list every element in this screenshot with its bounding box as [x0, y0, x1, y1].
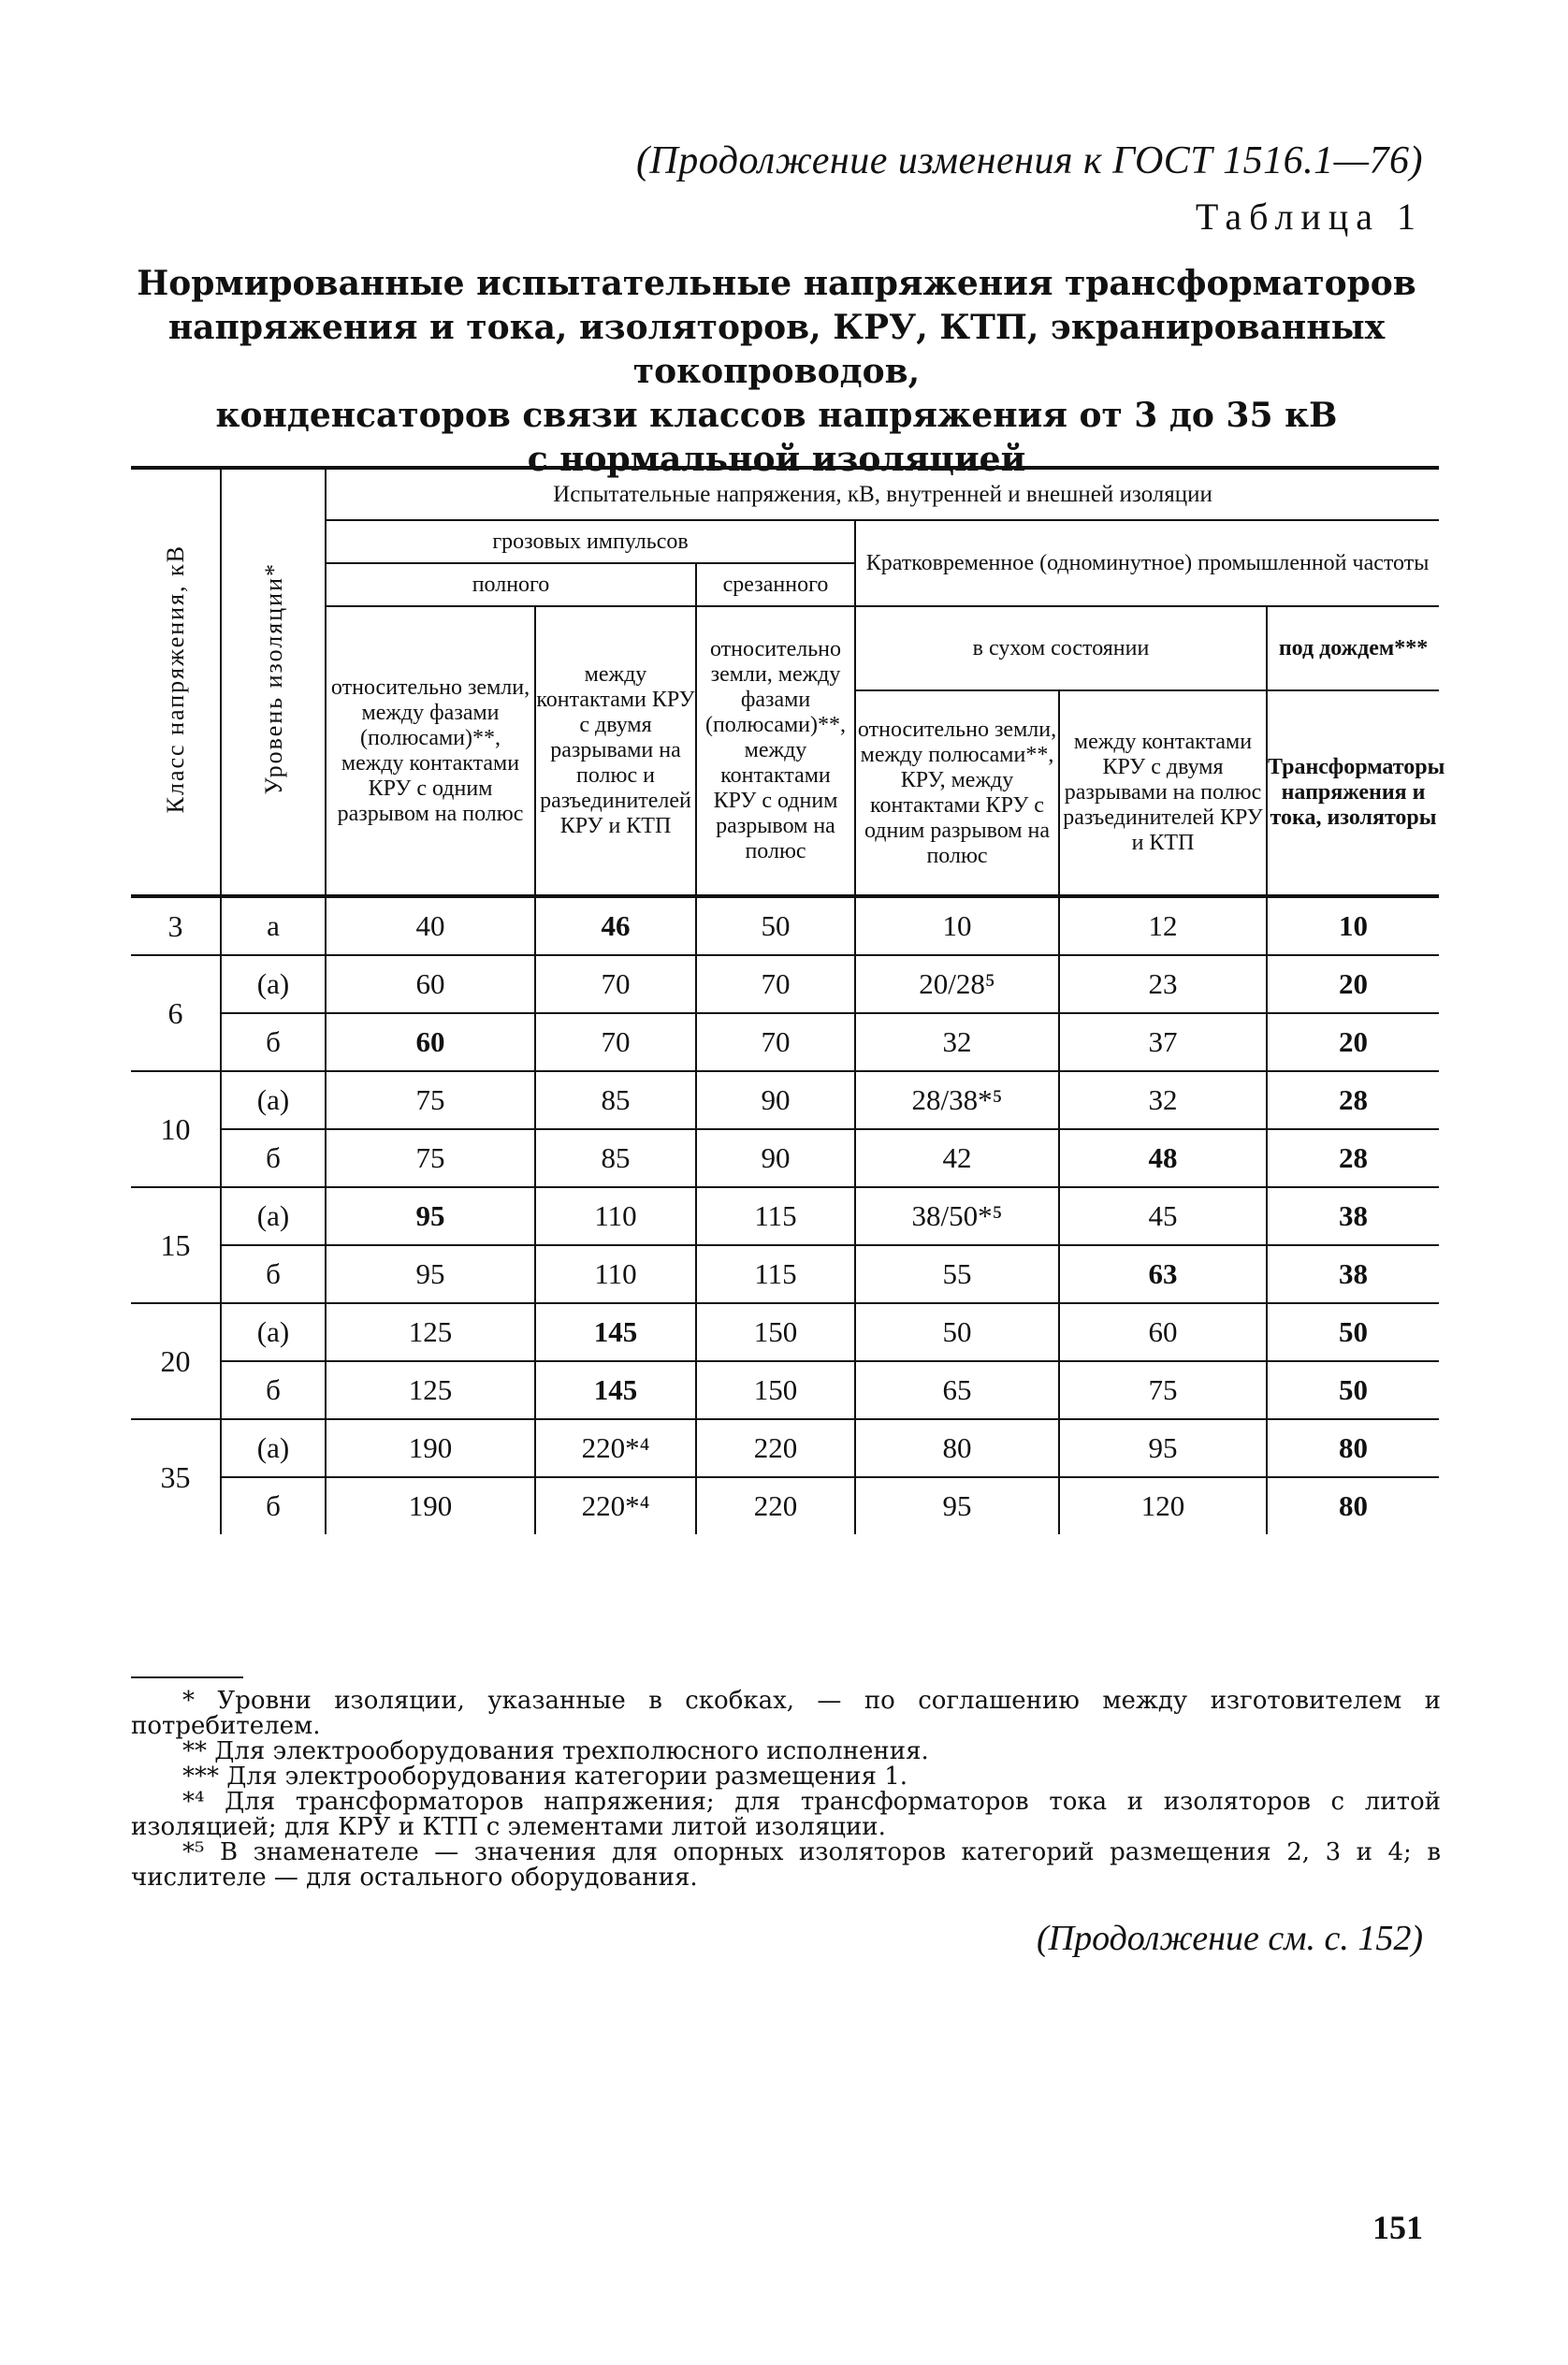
- test-voltage-table: [131, 466, 1445, 1534]
- cell-value: 28: [1267, 1071, 1439, 1129]
- cell-value: 75: [326, 1129, 535, 1187]
- table-row: [131, 955, 1439, 1013]
- table-row: [131, 1361, 1439, 1419]
- cell-value: 95: [326, 1245, 535, 1303]
- footnote: *** Для электрооборудования категории размещения 1.: [182, 1763, 907, 1791]
- cell-value: 190: [326, 1419, 535, 1477]
- header-dry: в сухом состоянии: [855, 606, 1267, 690]
- cell-value: 150: [696, 1361, 855, 1419]
- cell-value: 70: [696, 955, 855, 1013]
- table-title: [131, 262, 1422, 482]
- header-insulation-level-label: Уровень изоляции*: [259, 562, 287, 795]
- cell-insulation-level: б: [221, 1477, 326, 1534]
- header-insulation-level: [221, 468, 326, 896]
- footnote: *⁵ В знаменателе — значения для опорных изоляторов категорий размещения 2, 3 и 4; в числителе — для остального оборудования.: [131, 1838, 1441, 1892]
- cell-value: 75: [1059, 1361, 1267, 1419]
- header-col-full-contacts: между контактами КРУ с двумя разрывами на полюс и разъединителей КРУ и КТП: [535, 606, 696, 896]
- cell-insulation-level: б: [221, 1245, 326, 1303]
- cell-value: 220*⁴: [535, 1477, 696, 1534]
- header-full: полного: [326, 563, 696, 606]
- cell-value: 70: [535, 955, 696, 1013]
- table-row: [131, 1187, 1439, 1245]
- footnotes: [131, 1689, 1441, 1891]
- cell-value: 32: [855, 1013, 1059, 1071]
- cell-value: 20: [1267, 955, 1439, 1013]
- cell-value: 115: [696, 1187, 855, 1245]
- cell-value: 80: [1267, 1477, 1439, 1534]
- table-row: [131, 1129, 1439, 1187]
- cell-insulation-level: б: [221, 1361, 326, 1419]
- cell-value: 48: [1059, 1129, 1267, 1187]
- table-row: [131, 1477, 1439, 1534]
- header-col-full-ground: относительно земли, между фазами (полюсами)**, между контактами КРУ с одним разрывом на полюс: [326, 606, 535, 896]
- cell-insulation-level: (а): [221, 1071, 326, 1129]
- cell-value: 20: [1267, 1013, 1439, 1071]
- cell-value: 50: [855, 1303, 1059, 1361]
- cell-value: 40: [326, 896, 535, 955]
- cell-voltage-class: 10: [131, 1071, 221, 1187]
- cell-value: 120: [1059, 1477, 1267, 1534]
- cell-value: 220: [696, 1419, 855, 1477]
- cell-value: 85: [535, 1071, 696, 1129]
- title-line: конденсаторов связи классов напряжения от 3 до 35 кВ: [215, 396, 1338, 435]
- header-col-rain-label: Трансформаторы напряжения и тока, изоляторы: [1268, 755, 1445, 830]
- cell-voltage-class: 35: [131, 1419, 221, 1534]
- footnote: * Уровни изоляции, указанные в скобках, — по соглашению между изготовителем и потребителем.: [131, 1687, 1441, 1740]
- header-voltage-class: [131, 468, 221, 896]
- table-row: [131, 1419, 1439, 1477]
- cell-value: 85: [535, 1129, 696, 1187]
- table-row: [131, 1245, 1439, 1303]
- cell-voltage-class: 20: [131, 1303, 221, 1419]
- cell-value: 145: [535, 1303, 696, 1361]
- title-line: напряжения и тока, изоляторов, КРУ, КТП, экранированных токопроводов,: [167, 308, 1386, 391]
- continued-note: (Продолжение см. с. 152): [1036, 1919, 1423, 1958]
- cell-value: 110: [535, 1245, 696, 1303]
- title-line: с нормальной изоляцией: [527, 440, 1026, 479]
- table-row: [131, 1303, 1439, 1361]
- header-col-chopped-ground: относительно земли, между фазами (полюсами)**, между контактами КРУ с одним разрывом на полюс: [696, 606, 855, 896]
- page-number: 151: [1372, 2209, 1423, 2246]
- header-rain-label: под дождем***: [1278, 635, 1429, 660]
- cell-insulation-level: а: [221, 896, 326, 955]
- cell-value: 28/38*⁵: [855, 1071, 1059, 1129]
- cell-value: 20/28⁵: [855, 955, 1059, 1013]
- header-col-dry-ground: относительно земли, между полюсами**, КРУ, между контактами КРУ с одним разрывом на полюс: [855, 690, 1059, 896]
- title-line: Нормированные испытательные напряжения трансформаторов: [137, 264, 1416, 303]
- cell-value: 23: [1059, 955, 1267, 1013]
- cell-value: 80: [1267, 1419, 1439, 1477]
- cell-value: 42: [855, 1129, 1059, 1187]
- cell-value: 45: [1059, 1187, 1267, 1245]
- header-col-dry-contacts: между контактами КРУ с двумя разрывами на полюс разъединителей КРУ и КТП: [1059, 690, 1267, 896]
- cell-insulation-level: б: [221, 1013, 326, 1071]
- header-rain: [1267, 606, 1439, 690]
- cell-value: 80: [855, 1419, 1059, 1477]
- cell-value: 190: [326, 1477, 535, 1534]
- cell-value: 60: [326, 1013, 535, 1071]
- cell-insulation-level: (а): [221, 1303, 326, 1361]
- cell-value: 145: [535, 1361, 696, 1419]
- cell-value: 12: [1059, 896, 1267, 955]
- header-col-rain: [1267, 690, 1445, 896]
- cell-value: 90: [696, 1129, 855, 1187]
- cell-value: 28: [1267, 1129, 1439, 1187]
- cell-value: 95: [1059, 1419, 1267, 1477]
- cell-value: 70: [535, 1013, 696, 1071]
- table-row: [131, 1071, 1439, 1129]
- cell-value: 125: [326, 1361, 535, 1419]
- cell-value: 50: [696, 896, 855, 955]
- cell-insulation-level: (а): [221, 1419, 326, 1477]
- cell-value: 38/50*⁵: [855, 1187, 1059, 1245]
- cell-value: 150: [696, 1303, 855, 1361]
- cell-value: 38: [1267, 1187, 1439, 1245]
- cell-insulation-level: (а): [221, 1187, 326, 1245]
- cell-voltage-class: 15: [131, 1187, 221, 1303]
- cell-value: 65: [855, 1361, 1059, 1419]
- cell-value: 10: [1267, 896, 1439, 955]
- cell-value: 115: [696, 1245, 855, 1303]
- cell-value: 75: [326, 1071, 535, 1129]
- cell-value: 10: [855, 896, 1059, 955]
- cell-value: 60: [1059, 1303, 1267, 1361]
- cell-value: 37: [1059, 1013, 1267, 1071]
- cell-voltage-class: 6: [131, 955, 221, 1071]
- continuation-note: (Продолжение изменения к ГОСТ 1516.1—76): [635, 139, 1423, 182]
- table-row: [131, 1013, 1439, 1071]
- cell-voltage-class: 3: [131, 896, 221, 955]
- cell-value: 110: [535, 1187, 696, 1245]
- table-header: [131, 468, 1445, 896]
- cell-value: 220*⁴: [535, 1419, 696, 1477]
- cell-value: 63: [1059, 1245, 1267, 1303]
- cell-value: 55: [855, 1245, 1059, 1303]
- cell-value: 95: [855, 1477, 1059, 1534]
- header-test-voltages: Испытательные напряжения, кВ, внутренней и внешней изоляции: [326, 468, 1439, 520]
- cell-value: 95: [326, 1187, 535, 1245]
- cell-insulation-level: б: [221, 1129, 326, 1187]
- cell-value: 70: [696, 1013, 855, 1071]
- header-lightning: грозовых импульсов: [326, 520, 855, 563]
- table-row: [131, 896, 1439, 955]
- footnote: ** Для электрооборудования трехполюсного исполнения.: [182, 1737, 929, 1765]
- header-chopped: срезанного: [696, 563, 855, 606]
- cell-value: 220: [696, 1477, 855, 1534]
- footnotes-divider: [131, 1676, 243, 1678]
- cell-value: 32: [1059, 1071, 1267, 1129]
- header-short-term: Кратковременное (одноминутное) промышленной частоты: [855, 520, 1439, 606]
- cell-value: 46: [535, 896, 696, 955]
- table-body: [131, 896, 1439, 1534]
- cell-insulation-level: (а): [221, 955, 326, 1013]
- cell-value: 38: [1267, 1245, 1439, 1303]
- cell-value: 60: [326, 955, 535, 1013]
- cell-value: 125: [326, 1303, 535, 1361]
- cell-value: 50: [1267, 1303, 1439, 1361]
- footnote: *⁴ Для трансформаторов напряжения; для трансформаторов тока и изоляторов с литой изоляцией; для КРУ и КТП с элементами литой изоляции.: [131, 1788, 1441, 1841]
- cell-value: 90: [696, 1071, 855, 1129]
- cell-value: 50: [1267, 1361, 1439, 1419]
- table-number: Таблица 1: [1195, 196, 1423, 238]
- header-voltage-class-label: Класс напряжения, кВ: [162, 544, 189, 814]
